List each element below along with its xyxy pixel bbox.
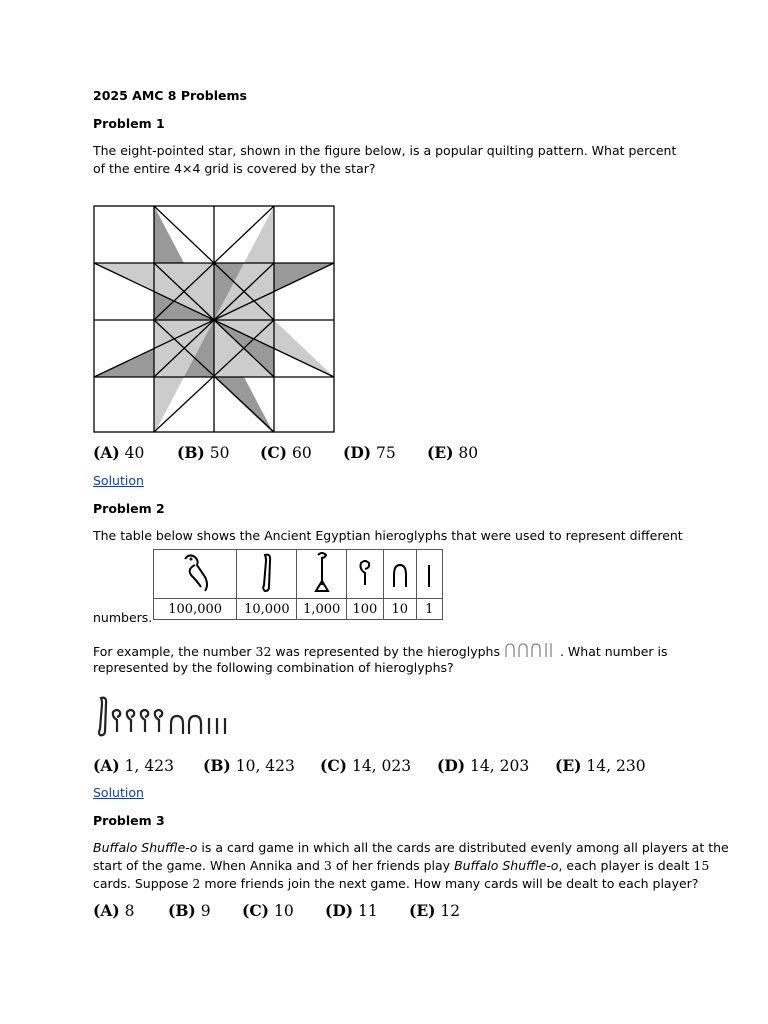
choice-a[interactable]: (A) 8 <box>93 901 135 920</box>
problem-2-text-intro: The table below shows the Ancient Egyptian hieroglyphs that were used to represent different <box>93 528 683 543</box>
choice-c[interactable]: (C) 10 <box>242 901 294 920</box>
hieroglyph-lotus-icon <box>297 550 347 599</box>
problem-2-solution-link[interactable]: Solution <box>93 785 144 800</box>
hieroglyph-finger-icon <box>237 550 297 599</box>
table-value: 100 <box>346 599 383 620</box>
problem-3-line1: Buffalo Shuffle-o is a card game in which all the cards are distributed evenly among all players at the <box>93 840 729 855</box>
problem-3-line3: cards. Suppose 2 more friends join the next game. How many cards will be dealt to each player? <box>93 876 699 891</box>
choice-c[interactable]: (C) 60 <box>260 443 312 462</box>
problem-2-example-line: For example, the number 32 was represented by the hieroglyphs . What number is <box>93 644 668 659</box>
example-number: 32 <box>255 644 272 659</box>
choice-b[interactable]: (B) 10, 423 <box>203 756 295 775</box>
choice-d[interactable]: (D) 11 <box>325 901 378 920</box>
hieroglyph-heel-icon <box>383 550 416 599</box>
problem-3-choices <box>93 901 460 920</box>
choice-e[interactable]: (E) 12 <box>409 901 461 920</box>
choice-a[interactable]: (A) 40 <box>93 443 145 462</box>
table-value: 100,000 <box>154 599 237 620</box>
choice-e[interactable]: (E) 14, 230 <box>555 756 646 775</box>
hieroglyphs-32-icon <box>504 642 560 658</box>
problem-2-choices <box>93 756 646 775</box>
table-value: 10 <box>383 599 416 620</box>
choice-a[interactable]: (A) 1, 423 <box>93 756 174 775</box>
choice-d[interactable]: (D) 14, 203 <box>437 756 530 775</box>
choice-b[interactable]: (B) 50 <box>177 443 230 462</box>
problem-1-solution-link[interactable]: Solution <box>93 473 144 488</box>
problem-2-example-line2: represented by the following combination of hieroglyphs? <box>93 660 454 675</box>
hieroglyph-coil-icon <box>346 550 383 599</box>
problem-2-text-intro-end: numbers. <box>93 610 153 625</box>
hieroglyph-table <box>153 549 443 620</box>
table-value: 10,000 <box>237 599 297 620</box>
problem-2-heading: Problem 2 <box>93 501 165 516</box>
choice-d[interactable]: (D) 75 <box>343 443 396 462</box>
table-value: 1,000 <box>297 599 347 620</box>
problem-1-choices <box>93 443 478 462</box>
hieroglyph-combination-figure <box>93 686 253 740</box>
page-title: 2025 AMC 8 Problems <box>93 88 247 103</box>
problem-3-line2: start of the game. When Annika and 3 of her friends play Buffalo Shuffle-o, each player is dealt 15 <box>93 858 710 873</box>
choice-e[interactable]: (E) 80 <box>427 443 479 462</box>
problem-1-text: The eight-pointed star, shown in the figure below, is a popular quilting pattern. What percent of the entire 4×4 grid is covered by the star? <box>93 143 677 176</box>
eight-pointed-star-figure <box>93 205 337 433</box>
problem-1-heading: Problem 1 <box>93 116 165 131</box>
choice-b[interactable]: (B) 9 <box>168 901 211 920</box>
table-value: 1 <box>416 599 442 620</box>
hieroglyph-tadpole-icon <box>154 550 237 599</box>
problem-3-heading: Problem 3 <box>93 813 165 828</box>
hieroglyph-stroke-icon <box>416 550 442 599</box>
choice-c[interactable]: (C) 14, 023 <box>320 756 412 775</box>
